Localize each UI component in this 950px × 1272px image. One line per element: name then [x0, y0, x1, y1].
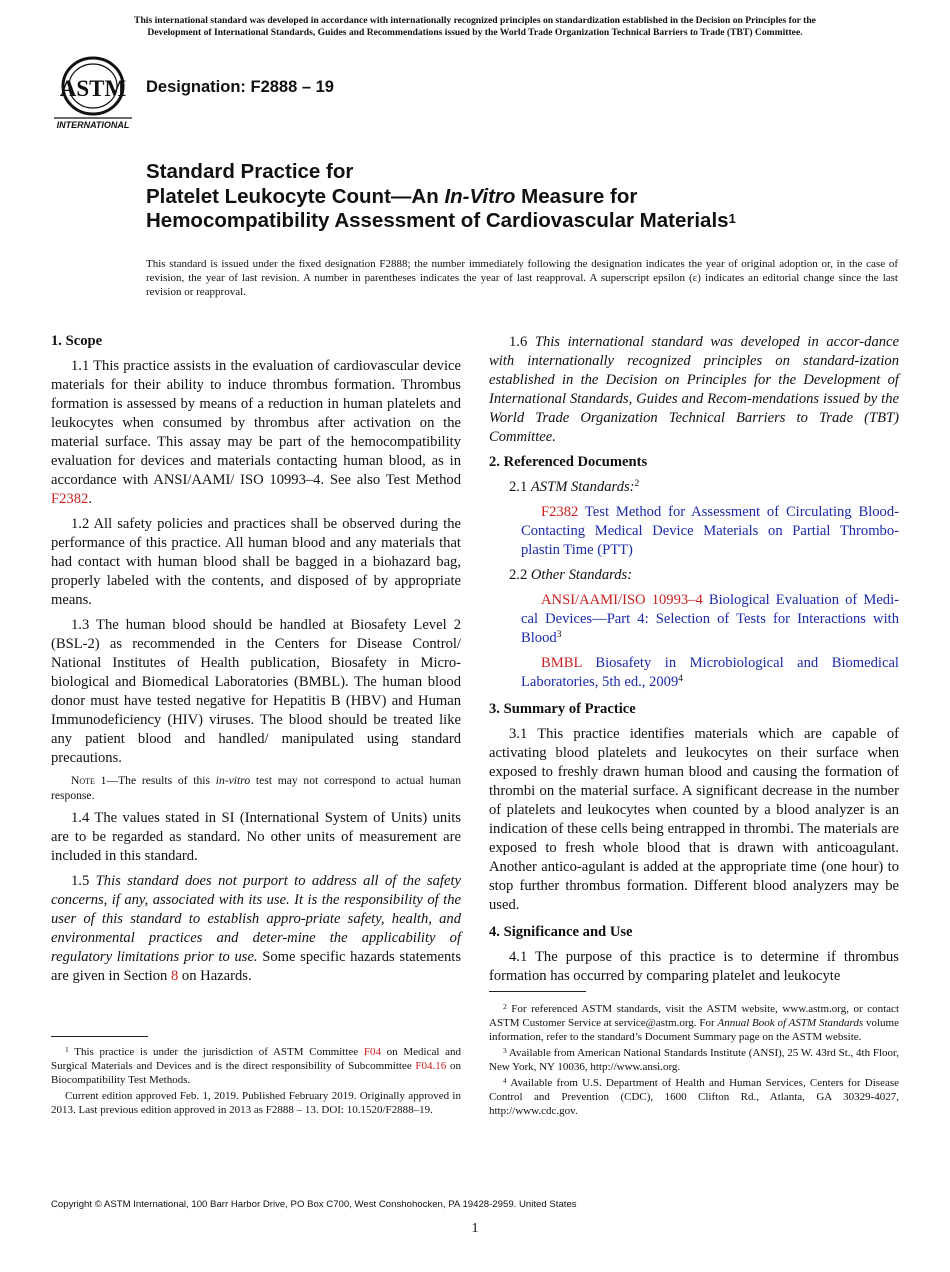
- footnote-3: [489, 1046, 899, 1074]
- title-line-1: Standard Practice for: [146, 160, 354, 183]
- para-2-2-num: 2.2: [509, 567, 531, 583]
- para-2-1-num: 2.1: [509, 479, 531, 495]
- link-section-8[interactable]: 8: [170, 968, 179, 984]
- para-2-2: [489, 566, 899, 585]
- ref-bmbl-code[interactable]: BMBL: [541, 655, 582, 671]
- footnote-2-text-b: volume information, refer to the standard’s Document Summary page on the ASTM website.: [489, 1017, 899, 1043]
- footnotes-right: [489, 1002, 899, 1120]
- summary-heading: 3. Summary of Practice: [489, 701, 636, 717]
- astm-logo-icon: [52, 56, 134, 132]
- para-1-5: [51, 872, 461, 986]
- para-1-6-num: 1.6: [509, 334, 535, 350]
- footnote-3-text: Available from American National Standards Institute (ANSI), 25 W. 43rd St., 4th Floor, New York, NY 10036, http://www.ansi.org.: [489, 1047, 899, 1073]
- footnote-4: [489, 1076, 899, 1118]
- page-number: 1: [471, 1221, 479, 1236]
- link-f04[interactable]: F04: [363, 1046, 381, 1058]
- right-column: [489, 333, 899, 992]
- para-3-1: 3.1 This practice identifies materials which are capable of activating blood platelets and leukocytes on their surface when exposed to freshly drawn human blood and causing the formation of thrombi on the material surface. A significant decrease in the number of platelets and leukocytes when counted by a blood analyzer is an indication of these cells being entrapped in thrombi. The materials are exposed to fresh whole blood that is drawn with anticoagulant. Another antico-agulant is added at the appropriate time (one hour) to stop further thrombus formation. Different blood analyzers may be used.: [489, 726, 899, 913]
- para-1-5-italic: This standard does not purport to address all of the safety concerns, if any, associated with its use. It is the responsibility of the user of this standard to establish appro-priate safety, health, and environmental practices and deter-mine the applicability of regulatory limitations prior to use.: [51, 873, 461, 965]
- ref-bmbl-title[interactable]: Biosafety in Microbiological and Biomedical Laboratories, 5th ed., 2009: [521, 655, 899, 690]
- designation: Designation: F2888 – 19: [146, 78, 334, 96]
- footnote-rule-right: [489, 991, 586, 992]
- para-2-1-italic: ASTM Standards:: [530, 479, 635, 495]
- footnote-4-mark: 4: [503, 1076, 507, 1085]
- para-1-6: [489, 333, 899, 447]
- logo-subtext: INTERNATIONAL: [56, 120, 130, 130]
- para-2-2-italic: Other Standards:: [530, 567, 633, 583]
- para-1-1-text: 1.1 This practice assists in the evaluation of cardiovascular device materials for their ability to induce thrombus formation. Thrombus formation is assessed by means of a reduction in human platelets and leukocytes when consumed by thrombus after activation on the material surface. This assay may be part of the hemocompatibility evaluation for devices and materials contacting human blood, as in accordance with ANSI/AAMI/ ISO 10993–4. See also Test Method: [51, 358, 461, 488]
- significance-heading: 4. Significance and Use: [489, 924, 633, 940]
- title-line-2-a: Platelet Leukocyte Count—An: [146, 184, 445, 208]
- scope-heading: 1. Scope: [51, 333, 103, 349]
- footnote-1-mark: 1: [65, 1045, 69, 1054]
- footnote-mark-4: 4: [678, 674, 683, 684]
- footnote-2-text-a: For referenced ASTM standards, visit the ASTM website, www.astm.org, or contact ASTM Customer Service at service@astm.org. For: [489, 1003, 899, 1029]
- footnote-1: [51, 1045, 461, 1087]
- ref-f2382: [489, 503, 899, 560]
- top-notice-line-2: Development of International Standards, Guides and Recommendations issued by the World Trade Organization Technical Barriers to Trade (TBT) Committee.: [147, 27, 803, 38]
- title-line-2-italic: In-Vitro: [444, 184, 516, 208]
- note-1-text-b: test may not correspond to actual human response.: [51, 774, 461, 802]
- footnote-2: [489, 1002, 899, 1044]
- link-f04-16[interactable]: F04.16: [415, 1060, 447, 1072]
- footnote-2-mark: 2: [503, 1002, 507, 1011]
- footnote-1-text-c: on Biocompatibility Test Methods.: [51, 1060, 462, 1086]
- ref-iso-10993-4: [489, 591, 899, 648]
- footnote-1-text-b: on Medical and Surgical Materials and Devices and is the direct responsibility of Subcommittee: [51, 1046, 461, 1072]
- document-title: [146, 160, 846, 234]
- note-1: [51, 774, 461, 803]
- para-1-1: [51, 357, 461, 509]
- referenced-documents-heading: 2. Referenced Documents: [489, 454, 648, 470]
- title-footnote-mark: 1: [728, 211, 736, 226]
- footnote-4-text: Available from U.S. Department of Health and Human Services, Centers for Disease Control and Prevention (CDC), 1600 Clifton Rd., Atlanta, GA 30329-4027, http://www.cdc.gov.: [489, 1077, 899, 1117]
- ref-f2382-code[interactable]: F2382: [541, 504, 579, 520]
- para-1-3: 1.3 The human blood should be handled at Biosafety Level 2 (BSL-2) as recommended in the Centers for Disease Control/ National Institutes of Health publication, Biosafety in Micro-biological and Biomedical Laboratories (BMBL). The human blood donor must have tested negative for Hepatitis B (HBV) and Human Immunodeficiency (HIV) viruses. The blood should be treated like any patient blood and handled/ manipulated using standard precautions.: [51, 617, 461, 766]
- issue-note: This standard is issued under the fixed designation F2888; the number immediately following the designation indicates the year of original adoption or, in the case of revision, the year of last revision. A number in parentheses indicates the year of last reapproval. A superscript epsilon (ε) indicates an editorial change since the last revision or reapproval.: [146, 258, 898, 298]
- copyright: Copyright © ASTM International, 100 Barr Harbor Drive, PO Box C700, West Conshohocken, PA 19428-2959. United States: [51, 1199, 577, 1210]
- para-1-5-end: on Hazards.: [178, 968, 252, 984]
- para-4-1: 4.1 The purpose of this practice is to determine if thrombus formation has occurred by comparing platelet and leukocyte: [489, 949, 899, 984]
- para-1-5-num: 1.5: [71, 873, 96, 889]
- top-notice: [40, 15, 910, 39]
- footnotes-left: [51, 1045, 461, 1119]
- astm-logo: [52, 56, 134, 132]
- logo-text: ASTM: [59, 76, 127, 101]
- footnote-rule-left: [51, 1036, 148, 1037]
- ref-iso-code[interactable]: ANSI/AAMI/ISO 10993–4: [541, 592, 703, 608]
- para-1-5-text: Some specific hazards statements are given in Section: [51, 949, 461, 984]
- para-2-1: [489, 478, 899, 497]
- note-1-label: Note 1: [71, 774, 107, 787]
- footnote-1-text-a: This practice is under the jurisdiction of ASTM Committee: [68, 1046, 364, 1058]
- footnote-mark-2: 2: [634, 479, 640, 489]
- para-1-1-end: .: [88, 491, 92, 507]
- note-1-text-a: —The results of this: [106, 774, 216, 787]
- top-notice-line-1: This international standard was developed in accordance with internationally recognized principles on standardization established in the Decision on Principles for the: [134, 15, 816, 26]
- footnote-2-italic: Annual Book of ASTM Standards: [717, 1017, 864, 1029]
- ref-bmbl: [489, 654, 899, 692]
- ref-iso-title[interactable]: Biological Evaluation of Medi-cal Devices—Part 4: Selection of Tests for Interactions with Blood: [521, 592, 900, 646]
- title-line-2-c: Measure for: [515, 184, 638, 208]
- para-1-4: 1.4 The values stated in SI (International System of Units) units are to be regarded as standard. No other units of measurement are included in this standard.: [51, 810, 461, 864]
- title-line-3-text: Hemocompatibility Assessment of Cardiovascular Materials: [146, 209, 729, 232]
- footnote-mark-3: 3: [556, 630, 562, 640]
- link-f2382[interactable]: F2382: [51, 491, 89, 507]
- note-1-italic: in-vitro: [215, 774, 251, 787]
- footnote-1-edition: Current edition approved Feb. 1, 2019. Published February 2019. Originally approved in 2013. Last previous edition approved in 2013 as F2888 – 13. DOI: 10.1520/F2888–19.: [51, 1090, 461, 1116]
- footnote-3-mark: 3: [503, 1046, 507, 1055]
- ref-f2382-title[interactable]: Test Method for Assessment of Circulating Blood-Contacting Medical Device Materials on Partial Thrombo-plastin Time (PTT): [521, 504, 899, 558]
- left-column: [51, 332, 461, 992]
- para-1-2: 1.2 All safety policies and practices shall be observed during the performance of this practice. All human blood and any materials that had contact with human blood shall be bagged in a biohazard bag, properly labeled with the contents, and disposed of by appropriate means.: [51, 516, 461, 608]
- title-line-2: [146, 185, 846, 210]
- para-1-6-italic: This international standard was developed in accor-dance with internationally recognized principles on standard-ization established in the Decision on Principles for the Development of International Standards, Guides and Recom-mendations issued by the World Trade Organization Technical Barriers to Trade (TBT) Committee.: [489, 334, 899, 445]
- title-line-3: [146, 209, 846, 234]
